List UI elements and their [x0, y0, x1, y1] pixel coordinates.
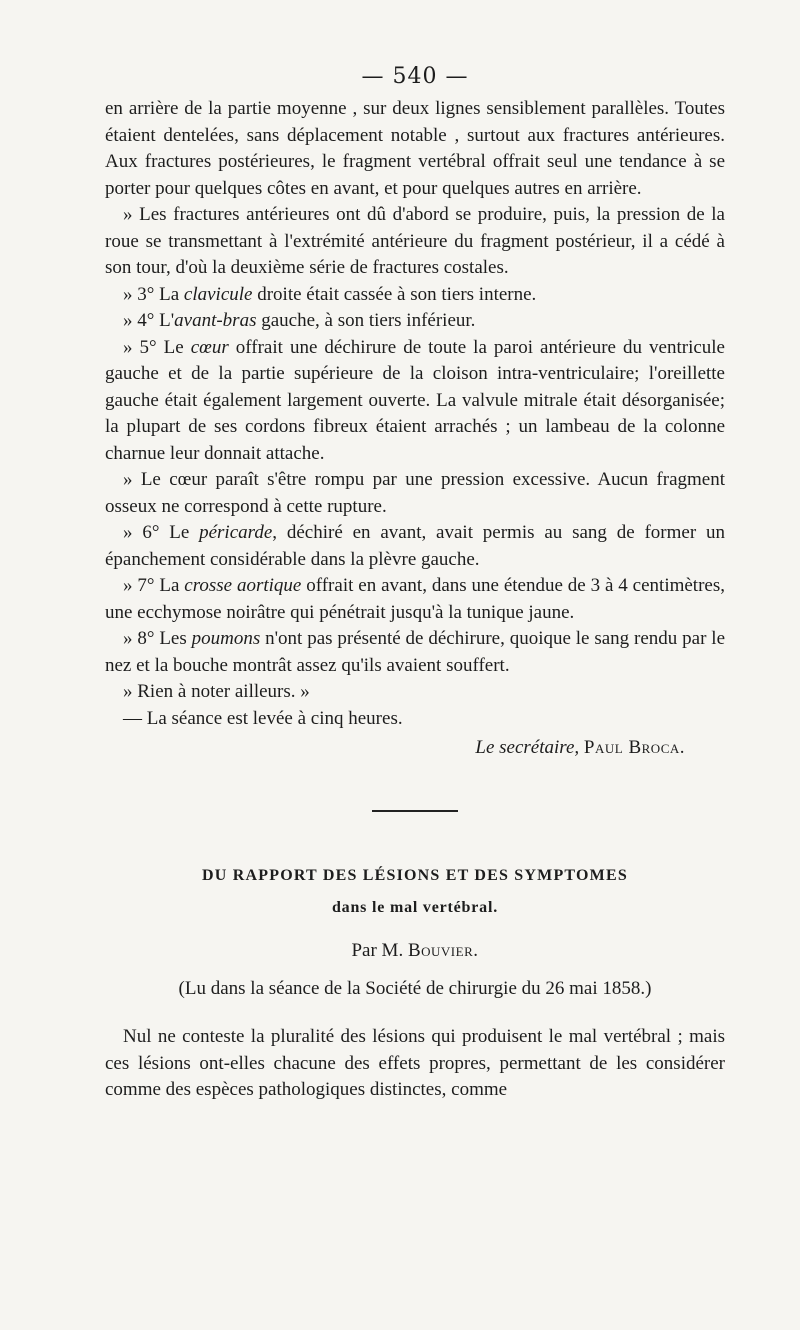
paragraph-fractures-sequence: » Les fractures antérieures ont dû d'abord se produire, puis, la pression de la roue se transmettant à l'extrémité antérieure du fragment postérieur, il a cédé à son tour, d'où la deuxième série de fractures costales. [105, 204, 725, 278]
author-prefix: Par M. [351, 940, 404, 961]
item-forearm [105, 308, 725, 335]
article-body: Nul ne conteste la pluralité des lésions qui produisent le mal vertébral ; mais ces lésions ont-elles chacune des effets propres, permettant de les considérer comme des espèces pathologiques distinctes, comme [105, 1026, 725, 1100]
item-text: offrait en avant, dans une étendue de 3 à 4 centimètres, une ecchymose noirâtre qui pénétrait jusqu'à la tunique jaune. [105, 575, 725, 623]
article-title: DU RAPPORT DES LÉSIONS ET DES SYMPTOMES [202, 867, 628, 884]
item-prefix: » 5° Le [123, 336, 191, 358]
item-term: avant-bras [174, 310, 257, 331]
nothing-else-note: » Rien à noter ailleurs. » [123, 681, 310, 702]
item-prefix: » 8° Les [123, 628, 192, 649]
section-divider [372, 810, 458, 812]
item-term: péricarde [199, 522, 273, 543]
article-author [105, 938, 725, 964]
signature-name: Paul Broca. [583, 737, 685, 758]
item-prefix: » 7° La [123, 575, 185, 596]
session-end: — La séance est levée à cinq heures. [123, 707, 403, 729]
heart-note: » Le cœur paraît s'être rompu par une pression excessive. Aucun fragment osseux ne correspond à cette rupture. [105, 469, 725, 517]
item-text: offrait une déchirure de toute la paroi antérieure du ventricule gauche et de la partie supérieure de la cloison intra-ventriculaire; l'oreillette gauche était également largement ouverte. La valvule mitrale était désorganisée; la plupart de ses cordons fibreux étaient arrachés ; un lambeau de la colonne charnue leur donnait attache. [105, 336, 725, 464]
item-term: poumons [191, 628, 261, 649]
item-pericardium [105, 520, 725, 573]
item-prefix: » 3° La [123, 283, 184, 305]
signature-role: Le secrétaire, [475, 737, 580, 758]
author-name: Bouvier. [407, 940, 479, 961]
item-aortic-arch [105, 573, 725, 626]
item-heart [105, 335, 725, 468]
reading-note: (Lu dans la séance de la Société de chirurgie du 26 mai 1858.) [178, 978, 652, 999]
article-subtitle: dans le mal vertébral. [331, 899, 499, 916]
document-page [105, 62, 725, 1104]
item-text: gauche, à son tiers inférieur. [256, 310, 476, 331]
item-term: cœur [190, 336, 229, 358]
item-clavicle [105, 282, 725, 309]
item-term: crosse aortique [184, 575, 302, 596]
paragraph-fractures-continuation: en arrière de la partie moyenne , sur deux lignes sensiblement parallèles. Toutes étaient dentelées, sans déplacement notable , surtout aux fractures antérieures. Aux fractures postérieures, le fragment vertébral offrait seul une tendance à se porter pour quelques côtes en avant, et pour quelques autres en arrière. [105, 98, 725, 199]
item-prefix: » 6° Le [123, 522, 200, 543]
item-lungs [105, 626, 725, 679]
item-text: droite était cassée à son tiers interne. [252, 283, 537, 305]
item-term: clavicule [183, 283, 253, 305]
signature [105, 734, 685, 762]
item-text: , déchiré en avant, avait permis au sang de former un épanchement considérable dans la plèvre gauche. [105, 522, 725, 570]
page-number: — 540 — [361, 64, 469, 89]
item-text: n'ont pas présenté de déchirure, quoique le sang rendu par le nez et la bouche montrât assez qu'ils avaient souffert. [105, 628, 726, 676]
item-prefix: » 4° L' [123, 310, 175, 331]
